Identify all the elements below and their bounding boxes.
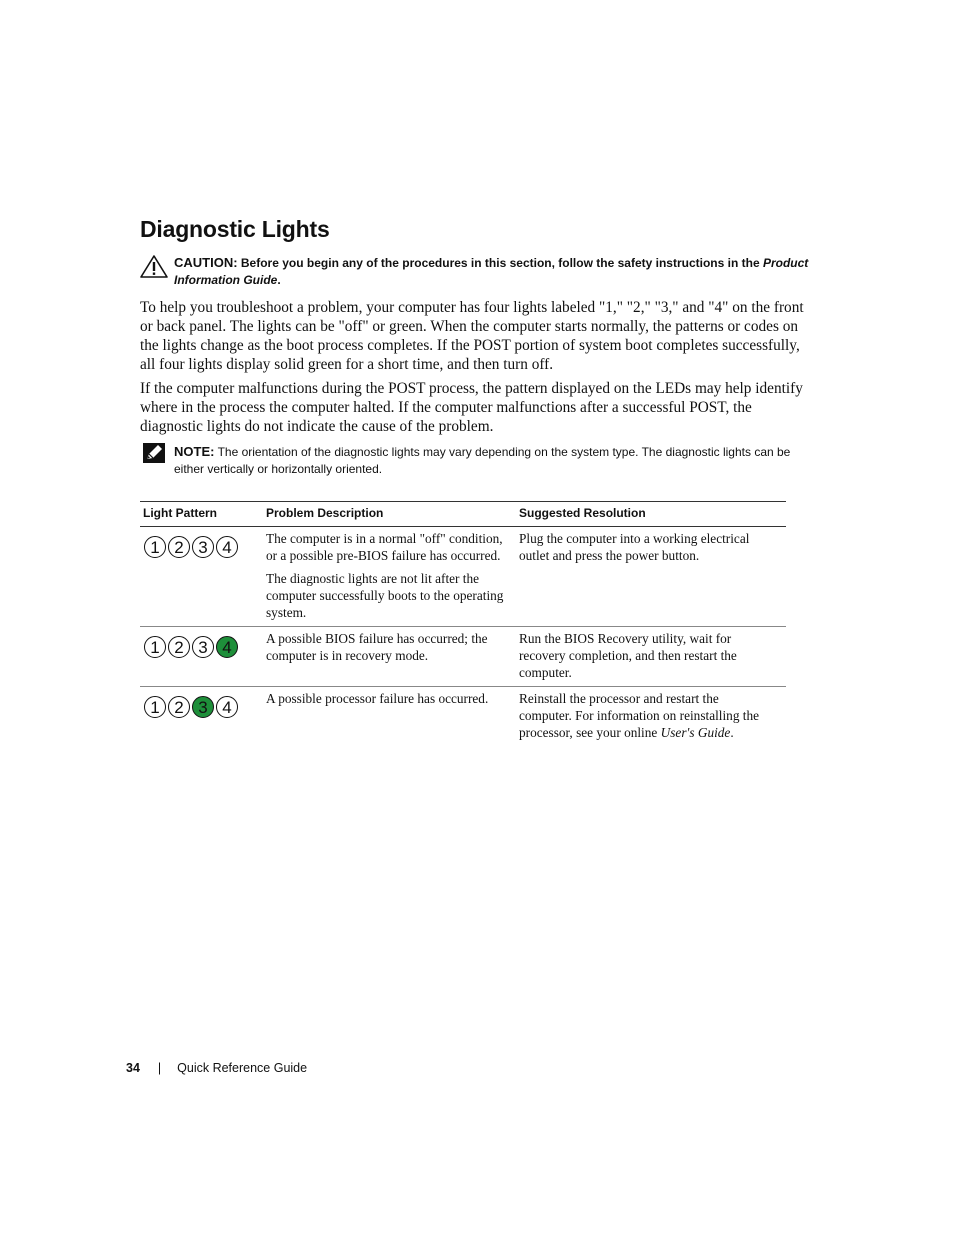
light-pattern-cell — [140, 627, 263, 687]
resolution-cell — [516, 527, 786, 627]
caution-book-title: Product Information Guide — [174, 256, 809, 287]
resolution-body: Plug the computer into a working electrical outlet and press the power button. — [519, 531, 750, 563]
table-row — [140, 627, 786, 687]
caution-label: CAUTION: — [174, 255, 238, 270]
problem-text: A possible BIOS failure has occurred; the computer is in recovery mode. — [266, 631, 488, 663]
light-indicator: 4 — [216, 536, 238, 558]
table-header-row — [140, 502, 786, 527]
light-indicator: 2 — [168, 696, 190, 718]
light-indicator: 2 — [168, 536, 190, 558]
caution-body: Before you begin any of the procedures in this section, follow the safety instructions in the — [240, 256, 763, 270]
header-suggested-resolution: Suggested Resolution — [516, 502, 786, 527]
resolution-book-title: User's Guide — [660, 725, 731, 740]
page-footer — [126, 1061, 307, 1075]
note-label: NOTE: — [174, 444, 215, 459]
note-text — [174, 443, 816, 478]
resolution-cell — [516, 627, 786, 687]
light-indicator: 3 — [192, 696, 214, 718]
light-indicator: 2 — [168, 636, 190, 658]
light-indicator: 3 — [192, 536, 214, 558]
light-pattern-cell — [140, 527, 263, 627]
note-pencil-icon — [143, 443, 165, 463]
caution-triangle-icon — [140, 254, 168, 278]
light-indicator: 1 — [144, 636, 166, 658]
light-indicator: 1 — [144, 536, 166, 558]
header-problem-description: Problem Description — [263, 502, 516, 527]
header-light-pattern: Light Pattern — [140, 502, 263, 527]
table-row — [140, 527, 786, 627]
footer-doc-title: Quick Reference Guide — [177, 1061, 308, 1075]
caution-text — [174, 254, 820, 289]
footer-separator: | — [157, 1061, 162, 1075]
problem-description-cell — [263, 627, 516, 687]
light-pattern — [143, 630, 251, 658]
table-row — [140, 687, 786, 747]
light-indicator: 4 — [216, 636, 238, 658]
resolution-end: . — [730, 725, 734, 740]
resolution-text — [519, 690, 774, 741]
resolution-body: Reinstall the processor and restart the computer. For information on reinstalling the processor, see your online — [519, 691, 760, 740]
light-indicator: 1 — [144, 696, 166, 718]
resolution-cell — [516, 687, 786, 747]
light-indicator: 4 — [216, 696, 238, 718]
problem-text: A possible processor failure has occurred. — [266, 691, 489, 706]
problem-description-cell — [263, 687, 516, 747]
resolution-body: Run the BIOS Recovery utility, wait for recovery completion, and then restart the computer. — [519, 631, 737, 680]
resolution-text — [519, 630, 774, 681]
diagnostic-lights-table — [140, 501, 786, 746]
resolution-text — [519, 530, 774, 564]
light-pattern — [143, 690, 251, 718]
problem-text: The computer is in a normal "off" condition, or a possible pre-BIOS failure has occurred. — [266, 531, 503, 563]
problem-text: The diagnostic lights are not lit after the computer successfully boots to the operating system. — [266, 571, 504, 620]
light-pattern — [143, 530, 251, 558]
caution-block — [140, 254, 820, 289]
problem-description-cell — [263, 527, 516, 627]
note-body: The orientation of the diagnostic lights may vary depending on the system type. The diagnostic lights can be either vertically or horizontally oriented. — [174, 445, 791, 476]
post-paragraph: If the computer malfunctions during the POST process, the pattern displayed on the LEDs may help identify where in the process the computer halted. If the computer malfunctions after a successful POST, the diagnostic lights do not indicate the cause of the problem. — [140, 380, 803, 435]
page-number: 34 — [126, 1061, 140, 1075]
page-title: Diagnostic Lights — [140, 216, 330, 242]
intro-paragraph: To help you troubleshoot a problem, your computer has four lights labeled "1," "2," "3," and "4" on the front or back panel. The lights can be "off" or green. When the computer starts normally, the patterns or codes on the lights change as the boot process completes. If the POST portion of system boot completes successfully, all four lights display solid green for a short time, and then turn off. — [140, 299, 804, 373]
caution-end: . — [277, 273, 281, 287]
light-pattern-cell — [140, 687, 263, 747]
light-indicator: 3 — [192, 636, 214, 658]
note-block — [140, 443, 816, 478]
